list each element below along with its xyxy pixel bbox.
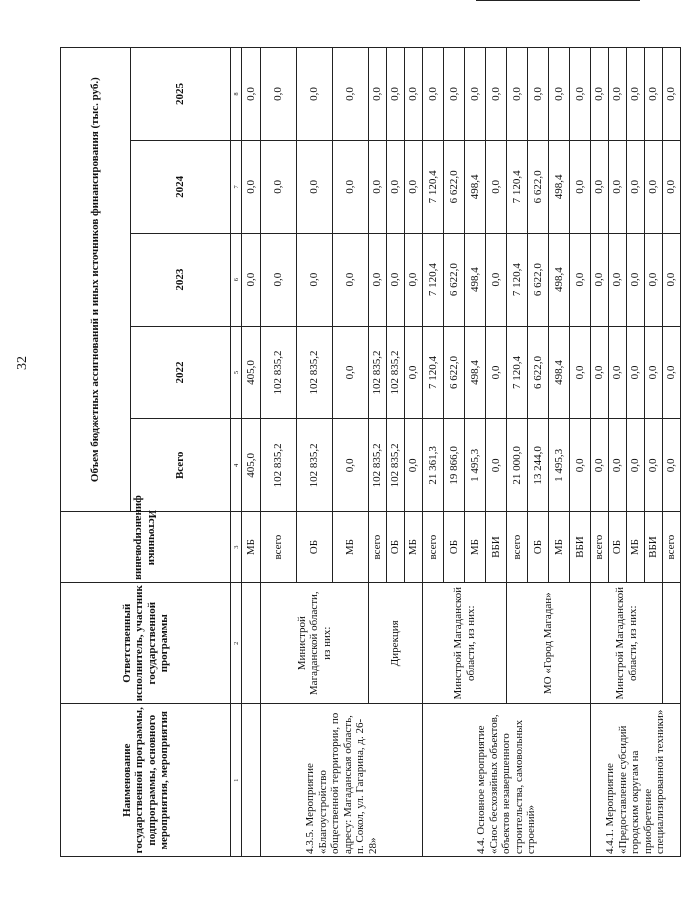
value-cell: 0,0 bbox=[423, 48, 444, 141]
source-cell: ВБИ bbox=[486, 512, 507, 583]
header-year-total: Всего bbox=[131, 419, 231, 512]
source-cell: МБ bbox=[627, 512, 645, 583]
value-cell: 102 835,2 bbox=[387, 326, 405, 419]
value-cell: 0,0 bbox=[242, 140, 261, 233]
value-cell: 0,0 bbox=[486, 140, 507, 233]
value-cell: 0,0 bbox=[486, 326, 507, 419]
value-cell: 0,0 bbox=[387, 140, 405, 233]
value-cell: 0,0 bbox=[333, 419, 369, 512]
source-cell: ОБ bbox=[444, 512, 465, 583]
value-cell: 0,0 bbox=[663, 233, 681, 326]
value-cell: 498,4 bbox=[549, 326, 570, 419]
name-cell-empty bbox=[242, 704, 261, 857]
source-cell: всего bbox=[663, 512, 681, 583]
value-cell: 0,0 bbox=[369, 48, 387, 141]
source-cell: всего bbox=[507, 512, 528, 583]
value-cell: 0,0 bbox=[486, 233, 507, 326]
col-number: 4 bbox=[231, 419, 242, 512]
value-cell: 498,4 bbox=[549, 233, 570, 326]
value-cell: 498,4 bbox=[549, 140, 570, 233]
value-cell: 0,0 bbox=[645, 419, 663, 512]
value-cell: 102 835,2 bbox=[297, 419, 333, 512]
value-cell: 0,0 bbox=[387, 233, 405, 326]
value-cell: 0,0 bbox=[405, 419, 423, 512]
source-cell: ВБИ bbox=[570, 512, 591, 583]
col-number: 7 bbox=[231, 140, 242, 233]
value-cell: 0,0 bbox=[297, 48, 333, 141]
value-cell: 6 622,0 bbox=[528, 140, 549, 233]
rotated-table-wrapper bbox=[60, 47, 678, 857]
value-cell: 0,0 bbox=[591, 419, 609, 512]
value-cell: 0,0 bbox=[333, 48, 369, 141]
value-cell: 6 622,0 bbox=[528, 326, 549, 419]
source-cell: всего bbox=[591, 512, 609, 583]
value-cell: 0,0 bbox=[369, 140, 387, 233]
value-cell: 0,0 bbox=[486, 419, 507, 512]
value-cell: 7 120,4 bbox=[507, 326, 528, 419]
value-cell: 0,0 bbox=[486, 48, 507, 141]
value-cell: 0,0 bbox=[609, 233, 627, 326]
value-cell: 0,0 bbox=[570, 140, 591, 233]
value-cell: 0,0 bbox=[645, 48, 663, 141]
group-name-4-4: 4.4. Основное мероприятие «Снос бесхозяйных объектов, объектов незавершенного строительства, самовольных строений» bbox=[423, 704, 591, 857]
value-cell: 0,0 bbox=[591, 326, 609, 419]
value-cell: 0,0 bbox=[645, 140, 663, 233]
value-cell: 6 622,0 bbox=[528, 233, 549, 326]
col-number: 3 bbox=[231, 512, 242, 583]
col-number: 8 bbox=[231, 48, 242, 141]
value-cell: 6 622,0 bbox=[444, 233, 465, 326]
value-cell: 0,0 bbox=[387, 48, 405, 141]
value-cell: 0,0 bbox=[570, 419, 591, 512]
col-number: 6 bbox=[231, 233, 242, 326]
value-cell: 0,0 bbox=[405, 140, 423, 233]
header-responsible: Ответственный исполнитель, участник государственной программы bbox=[61, 582, 231, 704]
value-cell: 0,0 bbox=[627, 48, 645, 141]
source-cell: ВБИ bbox=[645, 512, 663, 583]
header-year-2024: 2024 bbox=[131, 140, 231, 233]
source-cell: МБ bbox=[405, 512, 423, 583]
value-cell: 0,0 bbox=[663, 48, 681, 141]
value-cell: 0,0 bbox=[627, 326, 645, 419]
value-cell: 7 120,4 bbox=[423, 326, 444, 419]
source-cell: МБ bbox=[242, 512, 261, 583]
value-cell: 0,0 bbox=[333, 233, 369, 326]
header-volume: Объем бюджетных ассигнований и иных источников финансирования (тыс. руб.) bbox=[61, 48, 131, 512]
group-name-4-3-5: 4.3.5. Мероприятие «Благоустройство общественной территории, по адресу: Магаданская область, п. Сокол, ул. Гагарина, д. 26-28» bbox=[261, 704, 423, 857]
value-cell: 0,0 bbox=[627, 233, 645, 326]
responsible-magadan: МО «Город Магадан» bbox=[507, 582, 591, 704]
value-cell: 0,0 bbox=[333, 326, 369, 419]
value-cell: 13 244,0 bbox=[528, 419, 549, 512]
source-cell: ОБ bbox=[528, 512, 549, 583]
header-year-2023: 2023 bbox=[131, 233, 231, 326]
header-name: Наименование государственной программы, подпрограммы, основного мероприятия, мероприятия bbox=[61, 704, 231, 857]
value-cell: 102 835,2 bbox=[261, 419, 297, 512]
value-cell: 102 835,2 bbox=[369, 419, 387, 512]
value-cell: 6 622,0 bbox=[444, 326, 465, 419]
source-cell: всего bbox=[261, 512, 297, 583]
value-cell: 0,0 bbox=[591, 233, 609, 326]
value-cell: 0,0 bbox=[405, 48, 423, 141]
value-cell: 0,0 bbox=[645, 326, 663, 419]
value-cell: 0,0 bbox=[591, 140, 609, 233]
col-number: 2 bbox=[231, 582, 242, 704]
source-cell: всего bbox=[423, 512, 444, 583]
value-cell: 1 495,3 bbox=[549, 419, 570, 512]
value-cell: 0,0 bbox=[570, 48, 591, 141]
responsible-minstroy: Минстрой Магаданской области, из них: bbox=[423, 582, 507, 704]
value-cell: 0,0 bbox=[405, 326, 423, 419]
value-cell: 7 120,4 bbox=[423, 140, 444, 233]
source-cell: МБ bbox=[333, 512, 369, 583]
value-cell: 0,0 bbox=[627, 140, 645, 233]
responsible-minstroy: Министрой Магаданской области, из них: bbox=[261, 582, 369, 704]
value-cell: 0,0 bbox=[297, 140, 333, 233]
value-cell: 0,0 bbox=[333, 140, 369, 233]
value-cell: 0,0 bbox=[609, 326, 627, 419]
financing-table bbox=[60, 47, 681, 857]
value-cell: 0,0 bbox=[570, 326, 591, 419]
value-cell: 102 835,2 bbox=[387, 419, 405, 512]
value-cell: 498,4 bbox=[465, 140, 486, 233]
value-cell: 0,0 bbox=[627, 419, 645, 512]
responsible-cell-empty bbox=[242, 582, 261, 704]
value-cell: 0,0 bbox=[507, 48, 528, 141]
col-number: 5 bbox=[231, 326, 242, 419]
value-cell: 0,0 bbox=[663, 419, 681, 512]
source-cell: всего bbox=[369, 512, 387, 583]
value-cell: 7 120,4 bbox=[507, 140, 528, 233]
value-cell: 498,4 bbox=[465, 326, 486, 419]
value-cell: 102 835,2 bbox=[297, 326, 333, 419]
value-cell: 0,0 bbox=[297, 233, 333, 326]
value-cell: 0,0 bbox=[242, 233, 261, 326]
value-cell: 0,0 bbox=[369, 233, 387, 326]
value-cell: 0,0 bbox=[663, 140, 681, 233]
source-cell: ОБ bbox=[297, 512, 333, 583]
source-cell: МБ bbox=[549, 512, 570, 583]
value-cell: 21 361,3 bbox=[423, 419, 444, 512]
value-cell: 0,0 bbox=[549, 48, 570, 141]
responsible-cell-empty bbox=[663, 582, 681, 704]
value-cell: 0,0 bbox=[663, 326, 681, 419]
value-cell: 0,0 bbox=[405, 233, 423, 326]
value-cell: 0,0 bbox=[242, 48, 261, 141]
header-year-2022: 2022 bbox=[131, 326, 231, 419]
value-cell: 0,0 bbox=[261, 233, 297, 326]
value-cell: 6 622,0 bbox=[444, 140, 465, 233]
value-cell: 0,0 bbox=[645, 233, 663, 326]
value-cell: 102 835,2 bbox=[261, 326, 297, 419]
value-cell: 0,0 bbox=[444, 48, 465, 141]
value-cell: 102 835,2 bbox=[369, 326, 387, 419]
value-cell: 405,0 bbox=[242, 326, 261, 419]
page-number: 32 bbox=[15, 356, 30, 370]
responsible-minstroy: Минстрой Магаданской области, из них: bbox=[591, 582, 663, 704]
value-cell: 0,0 bbox=[261, 140, 297, 233]
value-cell: 0,0 bbox=[528, 48, 549, 141]
value-cell: 0,0 bbox=[609, 48, 627, 141]
col-number: 1 bbox=[231, 704, 242, 857]
source-cell: ОБ bbox=[609, 512, 627, 583]
value-cell: 405,0 bbox=[242, 419, 261, 512]
value-cell: 19 866,0 bbox=[444, 419, 465, 512]
value-cell: 21 000,0 bbox=[507, 419, 528, 512]
value-cell: 0,0 bbox=[609, 140, 627, 233]
value-cell: 0,0 bbox=[570, 233, 591, 326]
value-cell: 0,0 bbox=[591, 48, 609, 141]
value-cell: 0,0 bbox=[465, 48, 486, 141]
source-cell: МБ bbox=[465, 512, 486, 583]
header-source-text: Источники финансирования bbox=[133, 495, 158, 580]
header-year-2025: 2025 bbox=[131, 48, 231, 141]
value-cell: 7 120,4 bbox=[423, 233, 444, 326]
top-rule bbox=[476, 0, 640, 1]
group-name-4-4-1: 4.4.1. Мероприятие «Предоставление субсидий городским округам на приобретение специализированной техники» bbox=[591, 704, 681, 857]
value-cell: 0,0 bbox=[261, 48, 297, 141]
value-cell: 0,0 bbox=[609, 419, 627, 512]
value-cell: 498,4 bbox=[465, 233, 486, 326]
value-cell: 7 120,4 bbox=[507, 233, 528, 326]
source-cell: ОБ bbox=[387, 512, 405, 583]
value-cell: 1 495,3 bbox=[465, 419, 486, 512]
header-source bbox=[61, 495, 231, 583]
responsible-direction: Дирекция bbox=[369, 582, 423, 704]
